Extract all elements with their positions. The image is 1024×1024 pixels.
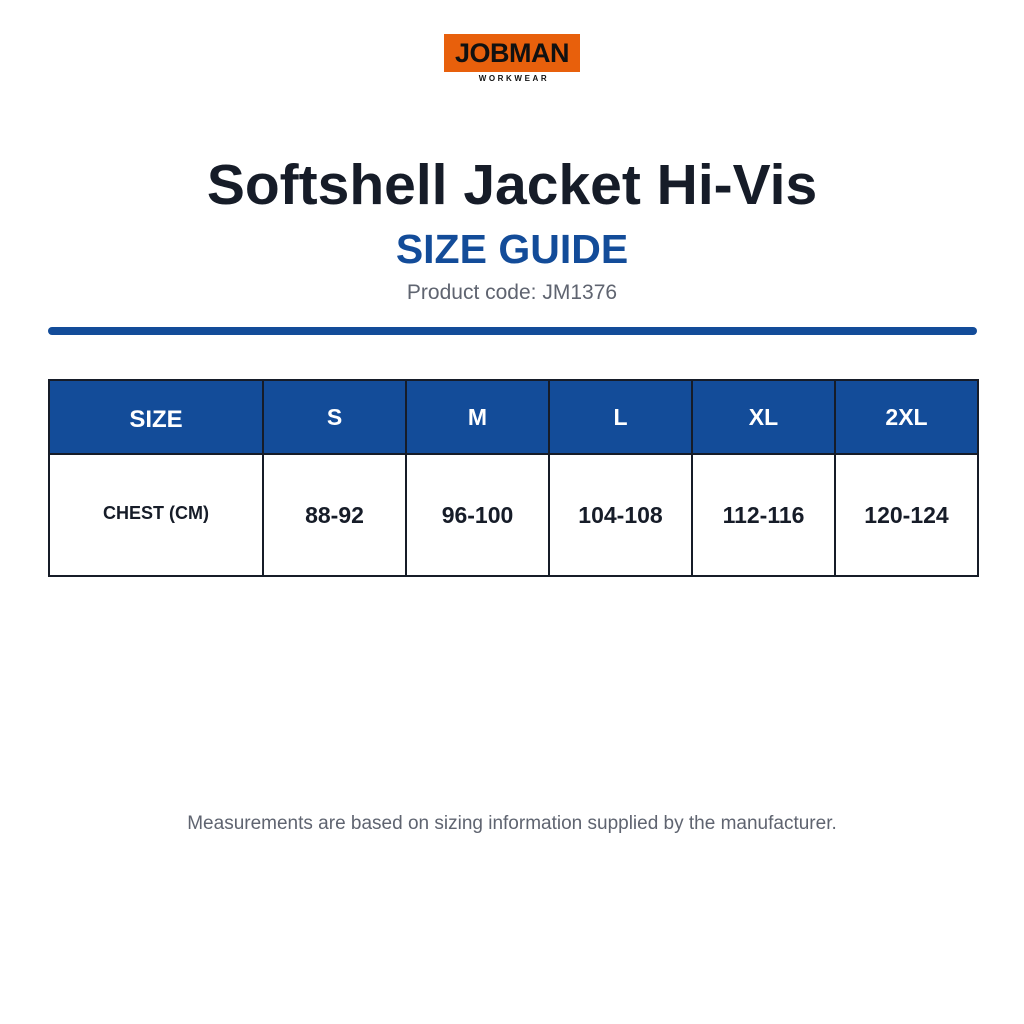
jobman-logo — [444, 34, 580, 84]
product-code-line — [0, 280, 1024, 306]
table-cell: 120-124 — [835, 454, 978, 576]
product-code-value: JM1376 — [542, 281, 618, 304]
divider-rule — [48, 327, 977, 335]
logo-tagline: WORKWEAR — [478, 74, 550, 83]
size-table — [48, 379, 979, 577]
table-header-cell: M — [406, 380, 549, 454]
table-cell: 96-100 — [406, 454, 549, 576]
page-title: Softshell Jacket Hi-Vis — [206, 153, 818, 217]
table-row — [49, 454, 978, 576]
table-header-row — [49, 380, 978, 454]
footnote: Measurements are based on sizing information supplied by the manufacturer. — [187, 813, 837, 834]
table-cell: 104-108 — [549, 454, 692, 576]
table-cell: 88-92 — [263, 454, 406, 576]
table-row-label: CHEST (CM) — [49, 454, 263, 576]
table-header-cell: XL — [692, 380, 835, 454]
product-code-label: Product code: — [406, 281, 537, 304]
logo-wordmark: JOBMAN — [454, 37, 569, 68]
table-cell: 112-116 — [692, 454, 835, 576]
page-subtitle: SIZE GUIDE — [395, 226, 629, 272]
table-header-cell: L — [549, 380, 692, 454]
table-header-cell: 2XL — [835, 380, 978, 454]
logo-badge — [444, 34, 580, 72]
table-header-size: SIZE — [49, 380, 263, 454]
table-header-cell: S — [263, 380, 406, 454]
